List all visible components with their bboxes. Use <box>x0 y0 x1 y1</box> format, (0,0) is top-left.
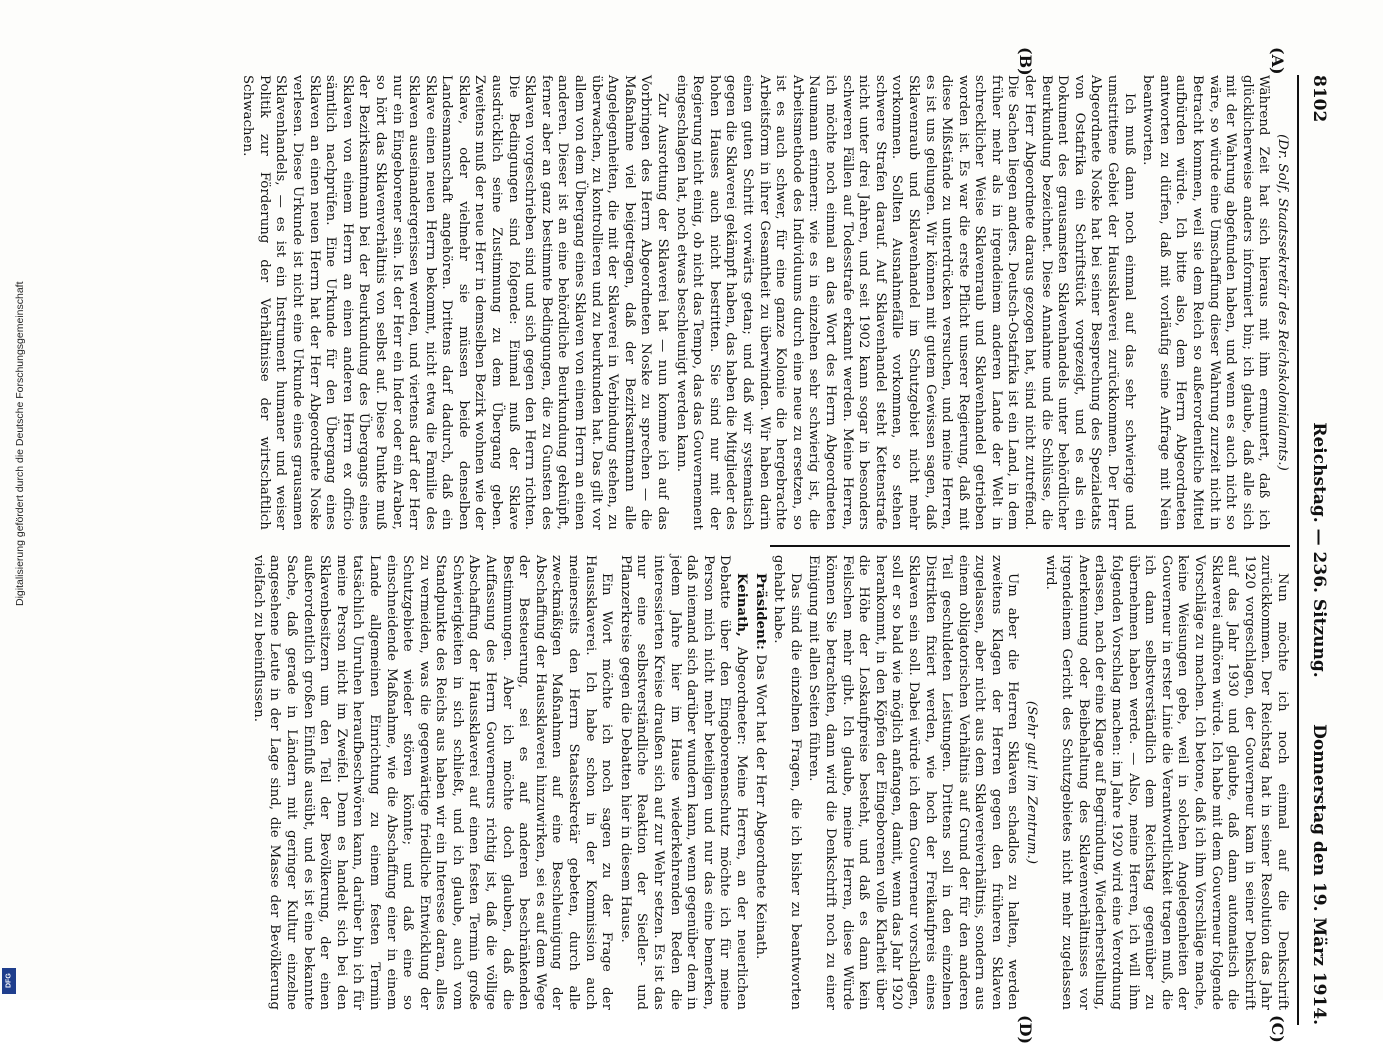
speaker-role: Abgeordneter: <box>734 646 749 746</box>
margin-marker-c: (C) <box>1268 1015 1287 1043</box>
margin-marker-b: (B) <box>1016 47 1035 76</box>
president-text: Das Wort hat der Herr Abgeordnete Keinath. <box>752 654 768 960</box>
paragraph: Ich muß dann noch einmal auf das sehr schwierige und umstrittene Gebiet der Haussklaverei zurückkommen. Der Herr Abgeordnete Noske hat bei seiner Besprechung des Spezialetats von Ostafrika ein Schriftstück vorgezeigt, und es als ein Dokument des grausamsten Sklavenhandels unter behördlicher Beurkundung bezeichnet. Diese Annahme und die Schlüsse, die der Herr Abgeordnete daraus gezogen hat, sind nicht zutreffend. Die Sachen liegen anders. Deutsch-Ostafrika ist ein Land, in dem früher mehr als in irgendeinem anderen Lande der Welt in schrecklicher Weise Sklavenraub und Sklavenhandel getrieben worden ist. Es war die erste Pflicht unserer Regierung, daß mit diese Mißstände zu unterdrücken versuchen, und meine Herren, es ist uns gelungen. Wir können mit gutem Gewissen sagen, daß Sklavenraub und Sklavenhandel im Schutzgebiet nicht mehr vorkommen. Sollten Ausnahmefälle vorkommen, so stehen schwere Strafen darauf. Auf Sklavenhandel steht Kettenstrafe nicht unter drei Jahren, und seit 1902 kann sogar in besonders schweren Fällen auf Todesstrafe erkannt werden. Meine Herren, ich möchte noch einmal an das Wort des Herrn Abgeordneten Naumann erinnern: wie es in einzelnen sehr schwierig ist, die Arbeitsmethode des Individuums durch eine neue zu ersetzen, so ist es auch schwer, für eine ganze Kolonie die hergebrachte Arbeitsform in ihrer Gesamtheit zu überwinden. Wir haben darin einen guten Schritt vorwärts getan; und daß wir systematisch gegen die Sklaverei gekämpft haben, das haben die Mitglieder des hohen Hauses auch nicht bestritten. Sie sind nur mit der Regierung nicht einig, ob nicht das Tempo, das das Gouvernement eingeschlagen hat, noch etwas beschleunigt werden kann. <box>673 75 1137 530</box>
paragraph: Während Zeit hat sich hieraus mit ihm ermuntert, daß ich glücklicherweise anders informiert bin; ich glaube, daß alle sich mit der Wahrung abgefunden haben, und wenn es auch nicht so wäre, so würde eine Umschaffung dieser Wahrung zurzeit nicht in Betracht kommen, weil sie dem Reich so außerordentliche Mittel aufbürden würde. Ich bitte also, dem Herrn Abgeordneten antworten zu dürfen, daß mit vorläufig seine Anfrage mit Nein beantworten. <box>1140 75 1272 530</box>
digitization-credit-bar <box>0 0 26 1000</box>
right-column <box>250 555 1290 1010</box>
column-rule <box>770 545 1290 547</box>
paragraph: Um aber die Herren Sklaven schadlos zu halten, werden zweitens Klagen der Herren gegen den früheren Sklaven zugelassen, aber nicht aus dem Sklavereiverhältnis, sondern aus einem obligatorischen Verhältnis auf Grund der für den anderen Teil geschuldeten Leistungen. Drittens soll in den einzelnen Distrikten fixiert werden, wie hoch der Freikaufpreis eines Sklaven sein soll. Dabei würde ich dem Gouverneur vorschlagen, soll er so bald wie möglich anfangen, damit, wenn das Jahr 1920 herankommt, in den Köpfen der Eingeborenen volle Klarheit über die Höhe der Loskaufpreise besteht, und daß es dann kein Feilschen mehr gibt. Ich glaube, meine Herren, diese Würde können Sie betrachten, dann wird die Denkschrift noch zu einer Einigung mit allen Seiten führen. <box>806 555 1021 1010</box>
president-line <box>751 555 768 1010</box>
speaker-name: Keinath, <box>734 573 749 637</box>
paragraph: Das sind die einzelnen Fragen, die ich bisher zu beantworten gehabt habe. <box>771 555 803 1010</box>
speech-paragraph: Meine Herren, an der neuerlichen Debatte über den Eingeborenenschutz möchte ich für meine Person mich nicht mehr beteiligen und nur das eine bemerken, daß niemand sich darüber wundern kann, wenn gegenüber dem in jedem Jahre hier im Hause wiederkehrenden Reden die interessierten Kreise draußen sich auf zur Wehr setzen. Es ist das nur eine selbstverständliche Reaktion der Siedler- und Pflanzerkreise gegen die Debatten hier in diesem Hause. <box>617 555 749 1010</box>
speech-paragraph: Ein Wort möchte ich noch sagen zu der Frage der Haussklaverei. Ich habe schon in der Kommission auch meinerseits den Herrn Staatssekretär gebeten, durch alle zweckmäßigen Maßnahmen auf eine Beschleunigung der Abschaffung der Haussklaverei hinzuwirken, sei es auf dem Wege der Besteuerung, sei es auf anderen beschränkenden Bestimmungen. Aber ich möchte doch glauben, daß die Auffassung des Herrn Gouverneurs richtig ist, daß die völlige Abschaffung der Haussklaverei auf einen festen Termin große Schwierigkeiten in sich schließt, und ich glaube, auch vom Standpunkte des Reichs aus haben wir ein Interesse daran, alles zu vermeiden, was die gegenwärtige friedliche Entwicklung der Schutzgebiete wieder stören könnte; und daß eine so einschneidende Maßnahme, wie die Abschaffung einer in einem Lande allgemeinen Einrichtung zu einem festen Termin tatsächlich Unruhen heraufbeschwören kann, darüber bin ich für meine Person nicht im Zweifel. Denn es handelt sich bei den Sklavenbesitzern um den Teil der Bevölkerung, der einen außerordentlich großen Einfluß ausübt, und es ist eine bekannte Sache, daß gerade in Ländern mit geringer Kultur einzelne angesehene Leute in der Lage sind, die Masse der Bevölkerung vielfach zu beeinflussen. <box>250 555 615 1010</box>
dfg-logo: DFG <box>2 968 16 994</box>
page-number: 8102 <box>1309 75 1329 123</box>
header-title: Reichstag. — 236. Sitzung. <box>1309 422 1329 678</box>
paragraph: Zur Ausrottung der Sklaverei hat — nun komme ich auf das Vorbringen des Herrn Abgeordneten Noske zu sprechen — die Maßnahme viel beigetragen, daß der Bezirksamtmann alle Angelegenheiten, die mit der Sklaverei in Verbindung stehen, zu überwachen, zu kontrollieren und zu beurkunden hat. Das gilt vor allem von dem Übergang eines Sklaven von einem Herrn an einen anderen. Dieser ist an eine behördliche Beurkundung geknüpft, ferner aber an ganz bestimmte Bedingungen, die zu Gunsten des Sklaven vorgeschrieben sind und sich gegen den Herrn richten. Die Bedingungen sind folgende: Einmal muß der Sklave ausdrücklich seine Zustimmung zu dem Übergang geben. Zweitens muß der neue Herr in demselben Bezirk wohnen wie der Sklave, oder vielmehr sie müssen beide denselben Landesmannschaft angehören. Drittens darf dadurch, daß ein Sklave einen neuen Herrn bekommt, nicht etwa die Familie des Sklaven auseinandergerissen werden, und viertens darf der Herr nur ein Eingeborener sein. Ist der Herr ein Inder oder ein Araber, so hört das Sklavenverhältnis von selbst auf. Diese Punkte muß der Bezirksamtmann bei der Beurkundung des Übergangs eines Sklaven von einem Herrn an einen anderen Herrn ex officio sämtlich nachprüfen. Eine Urkunde für den Übergang eines Sklaven an einen neuen Herrn hat der Herr Abgeordnete Noske verlesen. Diese Urkunde ist nicht eine Urkunde eines grausamen Sklavenhandels, — es ist ein Instrument humaner und weiser Politik zur Förderung der Verhältnisse der wirtschaftlich Schwachen. <box>240 75 671 530</box>
header-rule <box>1297 75 1299 1025</box>
paragraph: Nun möchte ich noch einmal auf die Denkschrift zurückkommen. Der Reichstag hat in seiner Resolution das Jahr 1920 vorgeschlagen, der Gouverneur kam in seiner Denkschrift auf das Jahr 1930 und glaubte, daß dann automatisch die Sklaverei aufhören würde. Ich habe mit dem Gouverneur folgende Vorschläge zu machen. Ich betone, daß ich ihm Vorschläge mache, keine Weisungen gebe, weil in solchen Angelegenheiten der Gouverneur in erster Linie die Verantwortlichkeit tragen muß, die ich dann selbstverständlich dem Reichstag gegenüber zu übernehmen haben werde. — Also, meine Herren, ich will ihm folgenden Vorschlag machen: im Jahre 1920 wird eine Verordnung erlassen, nach der eine Klage auf Begründung, Wiederherstellung, Anerkennung oder Beibehaltung des Sklavenverhältnisses vor irgendeinem Gericht des Schutzgebietes nicht mehr zugelassen wird. <box>1042 555 1290 1010</box>
page-header <box>1295 75 1335 1025</box>
applause-note: (Sehr gut! im Zentrum.) <box>1024 700 1040 865</box>
header-date: Donnerstag den 19. März 1914. <box>1309 724 1329 1025</box>
margin-marker-a: (A) <box>1268 47 1287 75</box>
left-column <box>240 75 1290 530</box>
margin-marker-d: (D) <box>1016 1015 1035 1044</box>
speaker-line <box>616 555 749 1010</box>
president-label: Präsident: <box>752 573 768 651</box>
speaker-note: (Dr. Solf, Staatssekretär des Reichskolonialamts.) <box>1275 134 1290 471</box>
credit-text: Digitalisierung gefördert durch die Deutsche Forschungsgemeinschaft <box>14 281 26 606</box>
rotated-page <box>35 47 1335 1044</box>
